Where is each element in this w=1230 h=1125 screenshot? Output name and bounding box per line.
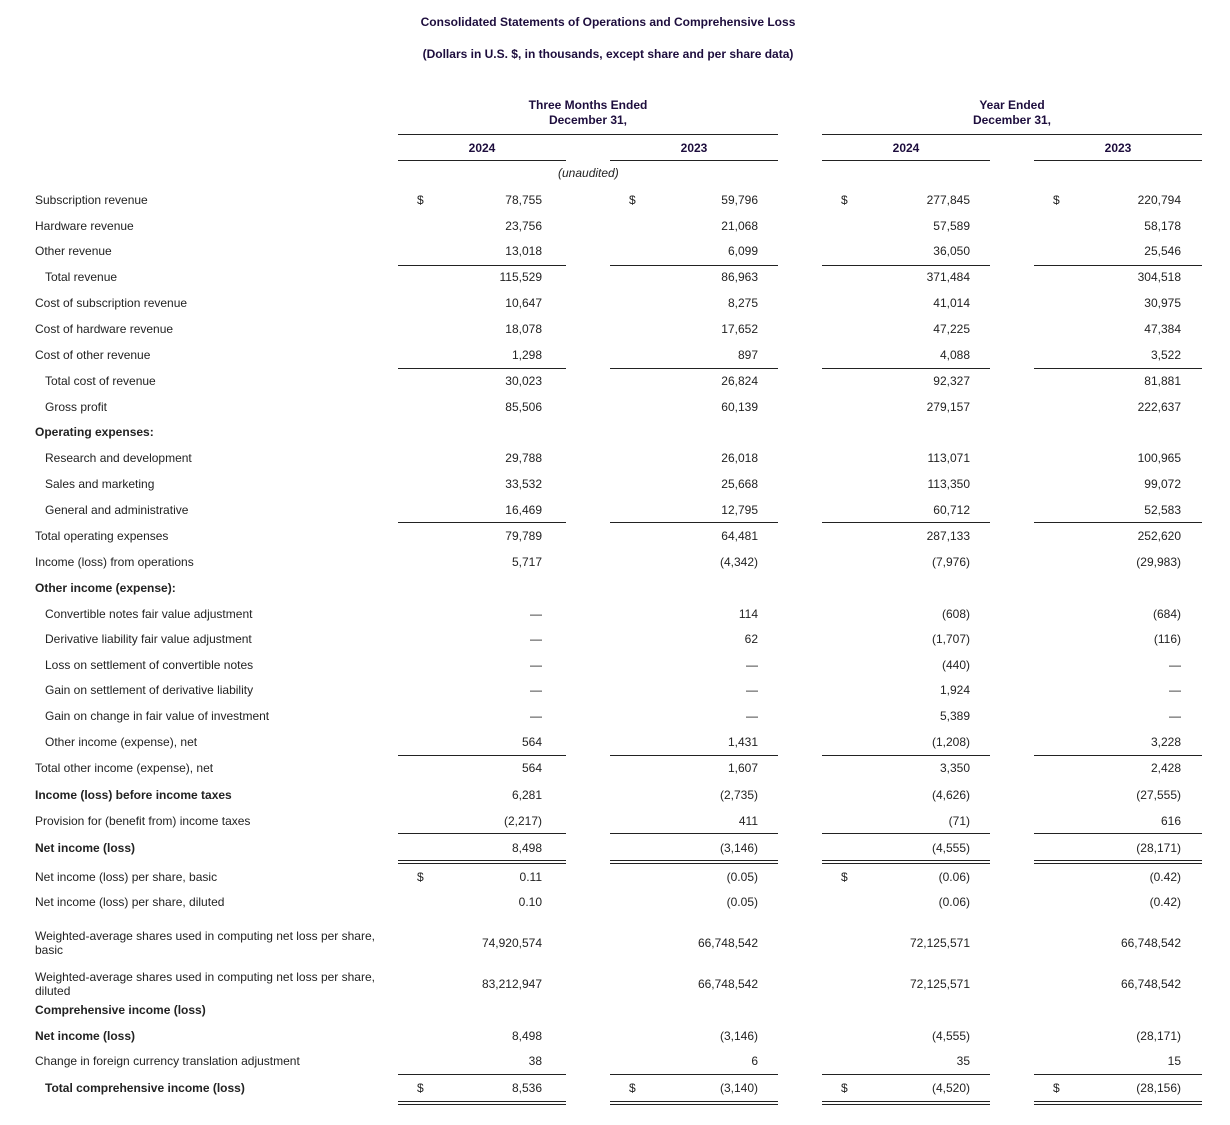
cell-value: 81,881 [1144,374,1181,388]
cell-value: 1,607 [727,761,758,775]
row-label: Subscription revenue [35,193,148,207]
cell-value: 64,481 [721,529,758,543]
cell-value: (29,983) [1136,555,1181,569]
double-rule [822,860,990,864]
cell-value: 66,748,542 [1120,977,1181,991]
cell-value: 26,824 [721,374,758,388]
table-row [0,997,1230,1023]
table-row [0,626,1230,652]
cell-value: 41,014 [933,296,970,310]
cell-value: 86,963 [721,270,758,284]
total-rule [822,522,990,523]
cell-value: 30,975 [1144,296,1181,310]
cell-value: 304,518 [1137,270,1181,284]
cell-value: 1,431 [727,735,758,749]
row-label: Net income (loss) per share, diluted [35,895,225,909]
period-header-line2: December 31, [972,113,1052,127]
double-rule [1034,1101,1202,1105]
row-label: Total cost of revenue [45,374,156,388]
cell-value: (0.05) [726,895,758,909]
table-row [0,523,1230,549]
table-row [0,677,1230,703]
table-row [0,652,1230,678]
table-row [0,1048,1230,1074]
cell-value: 99,072 [1144,477,1181,491]
table-row [0,729,1230,755]
cell-value: 222,637 [1137,400,1181,414]
cell-value: 13,018 [505,244,542,258]
cell-value: 10,647 [505,296,542,310]
cell-value: 66,748,542 [1120,936,1181,950]
table-row [0,316,1230,342]
dollar-sign: $ [629,1081,636,1095]
cell-value: (1,707) [931,632,970,646]
cell-value: 30,023 [505,374,542,388]
row-label: Total revenue [45,270,118,284]
cell-value: (28,171) [1136,1029,1181,1043]
total-rule [1034,522,1202,523]
cell-value: (4,626) [931,788,970,802]
year-header: 2024 [468,141,496,155]
cell-value: 8,536 [511,1081,542,1095]
table-row [0,864,1230,890]
cell-value: 0.10 [518,895,542,909]
cell-value: 115,529 [499,270,542,284]
cell-value: 371,484 [926,270,970,284]
cell-value: 85,506 [505,400,542,414]
double-rule [822,1101,990,1105]
year-rule [398,160,566,161]
cell-value: (7,976) [931,555,970,569]
cell-value: 3,522 [1150,348,1181,362]
row-label: Gain on change in fair value of investment [45,709,270,723]
cell-value: — [1169,709,1181,723]
total-rule [610,755,778,756]
table-row [0,575,1230,601]
cell-value: 2,428 [1150,761,1181,775]
cell-value: 411 [738,814,758,828]
year-rule [610,160,778,161]
cell-value: — [530,607,542,621]
dollar-sign: $ [629,193,636,207]
year-header: 2024 [892,141,920,155]
total-rule [610,1074,778,1075]
cell-value: (28,156) [1136,1081,1181,1095]
row-label: Total comprehensive income (loss) [45,1081,245,1095]
row-label: Total operating expenses [35,529,169,543]
cell-value: (440) [941,658,970,672]
total-rule [398,522,566,523]
year-header: 2023 [1104,141,1132,155]
table-row [0,238,1230,264]
cell-value: 79,789 [505,529,542,543]
row-label: Gain on settlement of derivative liability [45,683,254,697]
cell-value: 6 [751,1054,758,1068]
row-label: Comprehensive income (loss) [35,1003,206,1017]
row-label: Change in foreign currency translation adjustment [35,1054,300,1068]
row-label: Other income (expense), net [45,735,198,749]
cell-value: — [1169,683,1181,697]
cell-value: 220,794 [1137,193,1181,207]
cell-value: 6,099 [727,244,758,258]
row-label: Gross profit [45,400,108,414]
cell-value: 6,281 [511,788,542,802]
cell-value: 36,050 [933,244,970,258]
table-row [0,930,1230,956]
cell-value: 1,924 [939,683,970,697]
cell-value: 16,469 [505,503,542,517]
row-label: Provision for (benefit from) income taxes [35,814,251,828]
statement-title: Consolidated Statements of Operations and Comprehensive Loss [420,15,796,29]
statement-subtitle: (Dollars in U.S. $, in thousands, except share and per share data) [422,47,794,61]
dollar-sign: $ [1053,193,1060,207]
table-row [0,290,1230,316]
cell-value: 113,071 [927,451,970,465]
period-header-line1: Three Months Ended [528,98,648,112]
table-row [0,1023,1230,1049]
row-label: Weighted-average shares used in computing net loss per share, basic [35,929,375,957]
period-header-three-months [398,98,778,128]
cell-value: (684) [1152,607,1181,621]
table-row [0,755,1230,781]
total-rule [610,833,778,834]
row-label: Loss on settlement of convertible notes [45,658,254,672]
cell-value: — [530,658,542,672]
cell-value: 29,788 [505,451,542,465]
double-rule [610,1101,778,1105]
cell-value: 72,125,571 [909,936,970,950]
cell-value: (3,146) [719,841,758,855]
cell-value: 18,078 [505,322,542,336]
cell-value: — [530,683,542,697]
cell-value: (27,555) [1136,788,1181,802]
total-rule [398,1074,566,1075]
row-label: Operating expenses: [35,425,154,439]
total-rule [610,368,778,369]
row-label: Hardware revenue [35,219,134,233]
total-rule [822,755,990,756]
cell-value: (3,146) [719,1029,758,1043]
year-rule [822,160,990,161]
cell-value: (0.06) [938,895,970,909]
cell-value: (3,140) [719,1081,758,1095]
row-label: Weighted-average shares used in computing net loss per share, diluted [35,970,375,998]
table-row [0,471,1230,497]
row-label: Cost of other revenue [35,348,151,362]
dollar-sign: $ [841,870,848,884]
row-label: Research and development [45,451,192,465]
total-rule [822,368,990,369]
cell-value: 8,498 [511,841,542,855]
table-row [0,264,1230,290]
cell-value: 60,712 [933,503,970,517]
total-rule [1034,755,1202,756]
cell-value: 26,018 [721,451,758,465]
cell-value: (28,171) [1136,841,1181,855]
table-row [0,1075,1230,1101]
total-rule [398,755,566,756]
cell-value: 17,652 [721,322,758,336]
table-row [0,419,1230,445]
row-label: Net income (loss) per share, basic [35,870,218,884]
row-label: Cost of subscription revenue [35,296,188,310]
cell-value: 277,845 [926,193,970,207]
cell-value: 4,088 [939,348,970,362]
cell-value: 0.11 [519,870,542,884]
total-rule [822,265,990,266]
table-row [0,808,1230,834]
table-row [0,601,1230,627]
cell-value: (4,555) [931,1029,970,1043]
cell-value: (608) [941,607,970,621]
cell-value: 5,717 [511,555,542,569]
cell-value: 287,133 [926,529,970,543]
period-header-year [822,98,1202,128]
period-header-line1: Year Ended [979,98,1045,112]
cell-value: 616 [1160,814,1181,828]
cell-value: 564 [521,735,542,749]
cell-value: — [746,658,758,672]
table-row [0,342,1230,368]
cell-value: 279,157 [926,400,970,414]
cell-value: — [530,632,542,646]
cell-value: (0.05) [726,870,758,884]
cell-value: 8,275 [727,296,758,310]
table-row [0,497,1230,523]
row-label: Net income (loss) [35,841,136,855]
cell-value: (2,735) [719,788,758,802]
cell-value: (4,555) [931,841,970,855]
row-label: Total other income (expense), net [35,761,214,775]
cell-value: 72,125,571 [909,977,970,991]
period-rule [822,134,1202,135]
total-rule [822,833,990,834]
cell-value: 21,068 [721,219,758,233]
cell-value: (0.06) [938,870,970,884]
table-row [0,703,1230,729]
row-label: Income (loss) before income taxes [35,788,232,802]
cell-value: 38 [528,1054,542,1068]
cell-value: (1,208) [931,735,970,749]
cell-value: 897 [737,348,758,362]
cell-value: — [1169,658,1181,672]
cell-value: — [530,709,542,723]
cell-value: 25,668 [721,477,758,491]
table-row [0,835,1230,861]
total-rule [398,265,566,266]
period-rule [398,134,778,135]
cell-value: (0.42) [1149,895,1181,909]
table-row [0,368,1230,394]
cell-value: — [746,683,758,697]
double-rule [398,1101,566,1105]
cell-value: 113,350 [927,477,970,491]
unaudited-note: (unaudited) [558,166,619,180]
cell-value: 62 [744,632,758,646]
cell-value: 114 [738,607,758,621]
cell-value: 35 [956,1054,970,1068]
row-label: Other income (expense): [35,581,176,595]
dollar-sign: $ [841,193,848,207]
cell-value: 5,389 [939,709,970,723]
cell-value: 100,965 [1137,451,1181,465]
table-row [0,782,1230,808]
total-rule [822,1074,990,1075]
double-rule [398,860,566,864]
dollar-sign: $ [417,870,424,884]
cell-value: — [746,709,758,723]
cell-value: 8,498 [511,1029,542,1043]
dollar-sign: $ [417,1081,424,1095]
cell-value: 3,228 [1150,735,1181,749]
dollar-sign: $ [1053,1081,1060,1095]
cell-value: 25,546 [1144,244,1181,258]
table-row [0,549,1230,575]
cell-value: 60,139 [721,400,758,414]
cell-value: 59,796 [721,193,758,207]
cell-value: 47,225 [933,322,970,336]
cell-value: 66,748,542 [697,977,758,991]
cell-value: 23,756 [505,219,542,233]
cell-value: (71) [948,814,970,828]
cell-value: 1,298 [511,348,542,362]
cell-value: (116) [1153,632,1181,646]
cell-value: 83,212,947 [481,977,542,991]
period-header-line2: December 31, [548,113,628,127]
row-label: Other revenue [35,244,112,258]
row-label: Derivative liability fair value adjustment [45,632,252,646]
total-rule [610,265,778,266]
total-rule [1034,265,1202,266]
double-rule [610,860,778,864]
cell-value: 52,583 [1144,503,1181,517]
year-rule [1034,160,1202,161]
row-label: Sales and marketing [45,477,155,491]
cell-value: 58,178 [1144,219,1181,233]
table-row [0,971,1230,997]
cell-value: (0.42) [1149,870,1181,884]
cell-value: 564 [521,761,542,775]
table-row [0,445,1230,471]
cell-value: 92,327 [933,374,970,388]
cell-value: 66,748,542 [697,936,758,950]
cell-value: 3,350 [939,761,970,775]
cell-value: 78,755 [505,193,542,207]
row-label: Cost of hardware revenue [35,322,174,336]
row-label: General and administrative [45,503,189,517]
total-rule [610,522,778,523]
cell-value: (2,217) [503,814,542,828]
table-row [0,213,1230,239]
total-rule [1034,368,1202,369]
total-rule [398,833,566,834]
total-rule [1034,833,1202,834]
year-header: 2023 [680,141,708,155]
cell-value: (4,342) [719,555,758,569]
row-label: Convertible notes fair value adjustment [45,607,253,621]
cell-value: 252,620 [1137,529,1181,543]
cell-value: 74,920,574 [481,936,542,950]
cell-value: 33,532 [505,477,542,491]
table-row [0,187,1230,213]
table-row [0,889,1230,915]
row-label: Net income (loss) [35,1029,136,1043]
table-row [0,394,1230,420]
total-rule [398,368,566,369]
cell-value: 12,795 [721,503,758,517]
cell-value: 47,384 [1144,322,1181,336]
total-rule [1034,1074,1202,1075]
cell-value: (4,520) [931,1081,970,1095]
dollar-sign: $ [417,193,424,207]
cell-value: 57,589 [933,219,970,233]
dollar-sign: $ [841,1081,848,1095]
cell-value: 15 [1167,1054,1181,1068]
row-label: Income (loss) from operations [35,555,194,569]
double-rule [1034,860,1202,864]
